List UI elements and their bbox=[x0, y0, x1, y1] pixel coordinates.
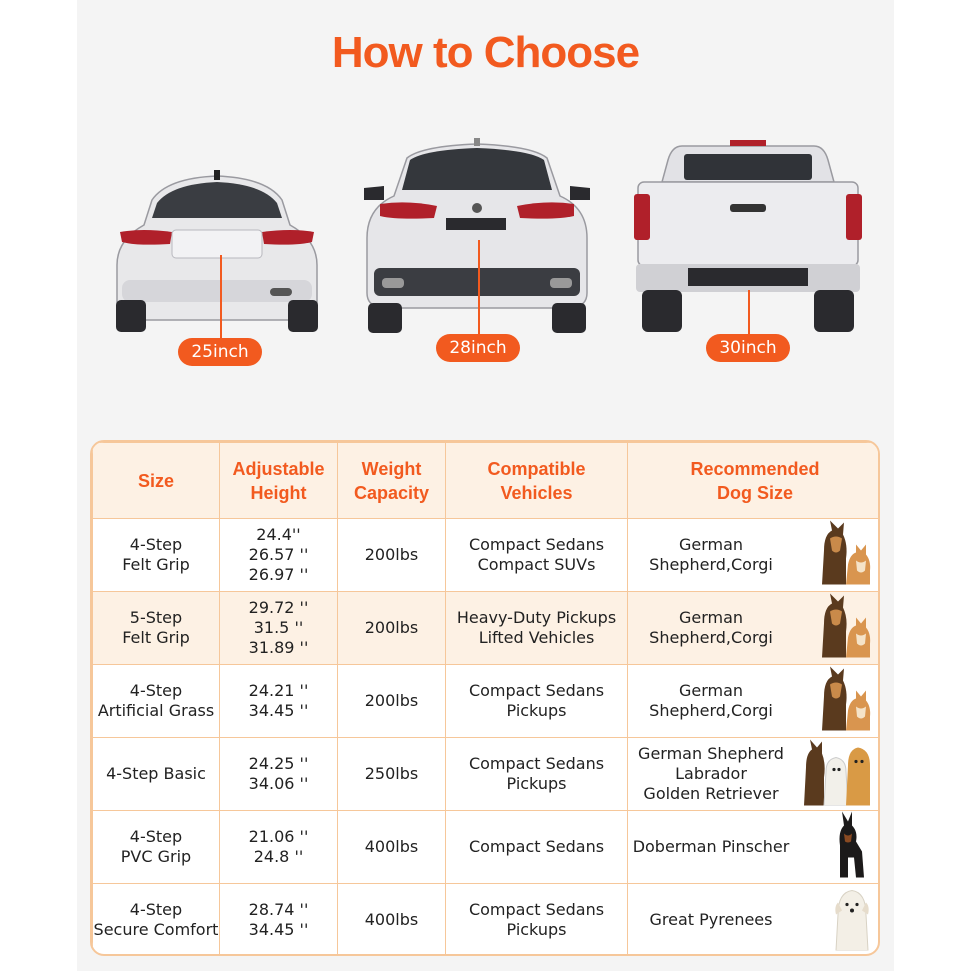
weight-cell: 400lbs bbox=[338, 811, 446, 884]
suv-height-badge: 28inch bbox=[436, 334, 520, 362]
pickup-height-pointer bbox=[748, 290, 750, 336]
sedan-icon bbox=[112, 170, 322, 340]
size-cell: 4-Step Secure Comfort bbox=[93, 884, 220, 957]
dog-breed-text: Great Pyrenees bbox=[649, 910, 773, 929]
height-cell: 24.21 '' 34.45 '' bbox=[220, 665, 338, 738]
vehicles-cell: Compact Sedans Compact SUVs bbox=[446, 519, 628, 592]
table-row bbox=[93, 519, 881, 592]
dog-breed-text: German Shepherd,Corgi bbox=[649, 681, 773, 720]
vehicles-cell: Heavy-Duty Pickups Lifted Vehicles bbox=[446, 592, 628, 665]
size-cell: 5-Step Felt Grip bbox=[93, 592, 220, 665]
dog-size-cell bbox=[628, 519, 881, 592]
table-row bbox=[93, 592, 881, 665]
size-cell: 4-Step Basic bbox=[93, 738, 220, 811]
shepherd-corgi-icon bbox=[816, 667, 872, 736]
size-cell: 4-Step Felt Grip bbox=[93, 519, 220, 592]
vehicles-cell: Compact Sedans bbox=[446, 811, 628, 884]
header-compatible-vehicles: Compatible Vehicles bbox=[446, 443, 628, 519]
table-row bbox=[93, 665, 881, 738]
header-size: Size bbox=[93, 443, 220, 519]
header-weight-capacity: Weight Capacity bbox=[338, 443, 446, 519]
shepherd-corgi-icon bbox=[816, 521, 872, 590]
dog-size-cell bbox=[628, 811, 881, 884]
table-header-row bbox=[93, 443, 881, 519]
pickup-height-badge: 30inch bbox=[706, 334, 790, 362]
size-cell: 4-Step PVC Grip bbox=[93, 811, 220, 884]
dog-size-cell bbox=[628, 665, 881, 738]
sedan-height-badge: 25inch bbox=[178, 338, 262, 366]
height-cell: 24.4'' 26.57 '' 26.97 '' bbox=[220, 519, 338, 592]
size-cell: 4-Step Artificial Grass bbox=[93, 665, 220, 738]
weight-cell: 200lbs bbox=[338, 665, 446, 738]
table-row bbox=[93, 811, 881, 884]
height-cell: 28.74 '' 34.45 '' bbox=[220, 884, 338, 957]
weight-cell: 200lbs bbox=[338, 519, 446, 592]
height-cell: 24.25 '' 34.06 '' bbox=[220, 738, 338, 811]
great-pyrenees-icon bbox=[832, 885, 872, 956]
dog-size-cell bbox=[628, 884, 881, 957]
dog-size-cell bbox=[628, 592, 881, 665]
shepherd-labrador-golden-icon bbox=[802, 738, 872, 811]
page-title: How to Choose bbox=[331, 28, 640, 77]
suv-height-pointer bbox=[478, 240, 480, 336]
vehicles-cell: Compact Sedans Pickups bbox=[446, 738, 628, 811]
dog-breed-text: German Shepherd,Corgi bbox=[649, 608, 773, 647]
weight-cell: 200lbs bbox=[338, 592, 446, 665]
height-cell: 29.72 '' 31.5 '' 31.89 '' bbox=[220, 592, 338, 665]
vehicles-cell: Compact Sedans Pickups bbox=[446, 665, 628, 738]
table-row bbox=[93, 884, 881, 957]
doberman-icon bbox=[826, 812, 872, 883]
shepherd-corgi-icon bbox=[816, 594, 872, 663]
suv-icon bbox=[362, 138, 592, 333]
header-adjustable-height: Adjustable Height bbox=[220, 443, 338, 519]
dog-breed-text: Doberman Pinscher bbox=[632, 837, 790, 856]
comparison-table bbox=[90, 440, 880, 956]
vehicles-cell: Compact Sedans Pickups bbox=[446, 884, 628, 957]
dog-breed-text: German Shepherd Labrador Golden Retriever bbox=[638, 744, 784, 803]
weight-cell: 250lbs bbox=[338, 738, 446, 811]
height-cell: 21.06 '' 24.8 '' bbox=[220, 811, 338, 884]
dog-size-cell bbox=[628, 738, 881, 811]
sedan-height-pointer bbox=[220, 255, 222, 341]
weight-cell: 400lbs bbox=[338, 884, 446, 957]
table-row bbox=[93, 738, 881, 811]
header-recommended-dog-size: Recommended Dog Size bbox=[628, 443, 881, 519]
dog-breed-text: German Shepherd,Corgi bbox=[649, 535, 773, 574]
